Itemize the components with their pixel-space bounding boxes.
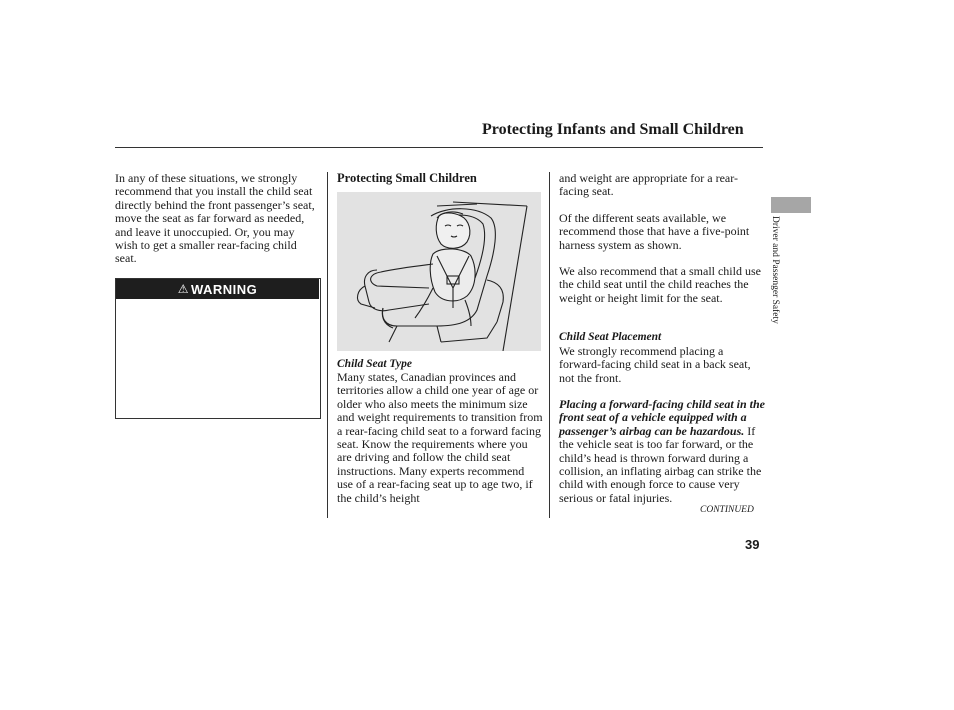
subhead-child-seat-type: Child Seat Type [337, 358, 412, 370]
child-seat-illustration [337, 192, 541, 351]
page-title: Protecting Infants and Small Children [482, 121, 744, 138]
child-seat-drawing [337, 192, 541, 351]
right-paragraph-5 [559, 398, 765, 505]
airbag-warning-text: If the vehicle seat is too far forward, or the child’s head is thrown forward during a collision, an inflating airbag can strike the child with enough force to cause very serious or fatal injuries. [559, 423, 762, 505]
warning-triangle-icon: ⚠ [177, 282, 189, 296]
warning-header [116, 279, 319, 299]
middle-paragraph: Many states, Canadian provinces and territories allow a child one year of age or older who also meets the minimum size and weight requirements to transition from a rear-facing child seat to a forward facing seat. Know the requirements where you are driving and follow the child seat instructions. Many experts recommend use of a rear-facing seat up to age two, if the child’s height [337, 370, 543, 505]
column-divider [327, 172, 328, 518]
subhead-child-seat-placement: Child Seat Placement [559, 331, 662, 343]
airbag-warning-emphasis: Placing a forward-facing child seat in the front seat of a vehicle equipped with a passenger’s airbag can be hazardous. [559, 397, 766, 438]
column-divider [549, 172, 550, 518]
section-tab [771, 197, 811, 213]
warning-label: WARNING [190, 281, 258, 297]
right-paragraph-4: We strongly recommend placing a forward-facing child seat in a back seat, not the front. [559, 344, 751, 385]
page-number: 39 [745, 537, 760, 552]
right-paragraph-1: and weight are appropriate for a rear-facing seat. [559, 171, 738, 199]
left-paragraph: In any of these situations, we strongly recommend that you install the child seat directly behind the front passenger’s seat, move the seat as far forward as needed, and leave it unoccupied. Or, you may wish to get a smaller rear-facing child seat. [115, 171, 315, 266]
right-paragraph-3: We also recommend that a small child use the child seat until the child reaches the weight or height limit for the seat. [559, 264, 761, 305]
continued-label: CONTINUED [700, 505, 754, 515]
header-rule [115, 147, 763, 148]
section-title: Protecting Small Children [337, 171, 477, 185]
section-side-label: Driver and Passenger Safety [770, 216, 780, 324]
right-paragraph-2: Of the different seats available, we recommend those that have a five-point harness system as shown. [559, 211, 750, 252]
warning-box [115, 278, 321, 419]
